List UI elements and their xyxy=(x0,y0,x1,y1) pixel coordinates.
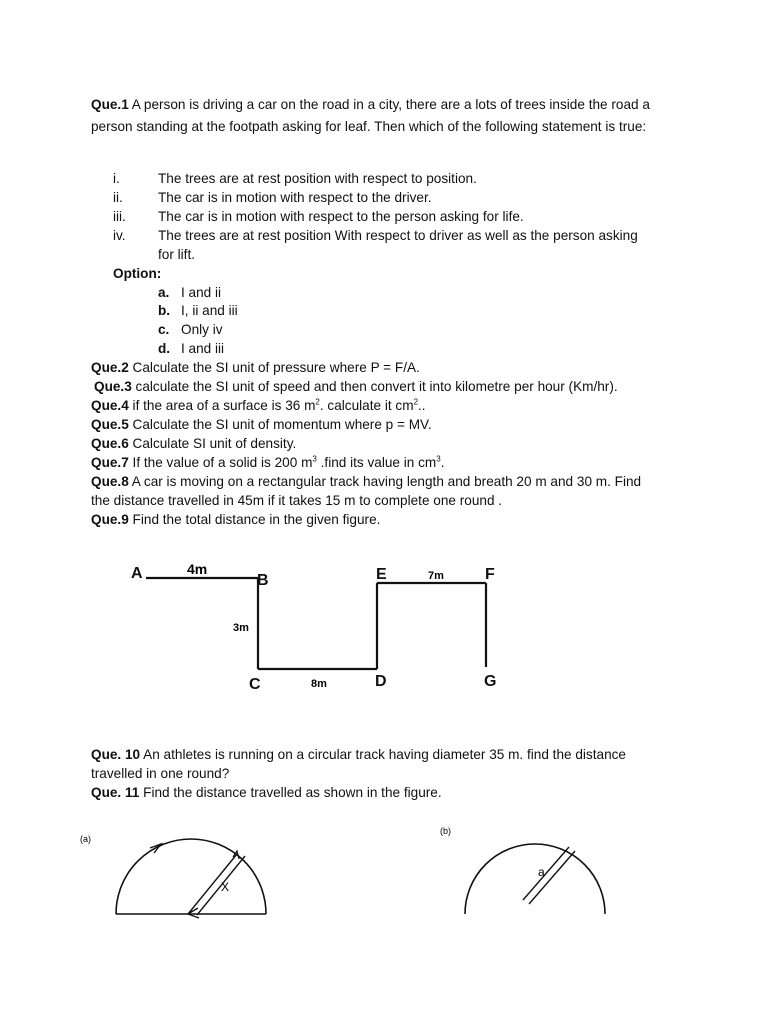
option-text: I and iii xyxy=(181,341,225,356)
question-3 xyxy=(94,377,618,396)
point-label-c: C xyxy=(249,676,261,693)
question-9 xyxy=(91,510,380,529)
length-label-ab: 4m xyxy=(187,561,208,577)
point-label-b: B xyxy=(257,572,269,589)
question-label: Que.9 xyxy=(91,512,129,527)
statement-number: i. xyxy=(113,171,120,186)
figure-caption: (a) xyxy=(80,834,91,844)
question-text: if the area of a surface is 36 m xyxy=(128,398,316,413)
length-label-cd: 8m xyxy=(311,678,327,690)
question-text: .. xyxy=(418,398,426,413)
statement-text: for lift. xyxy=(158,247,196,262)
segment-label-a: a xyxy=(538,865,545,879)
statement-number: iii. xyxy=(113,209,126,224)
chord-line xyxy=(529,851,575,904)
question-text: Calculate the SI unit of pressure where P = F/A. xyxy=(128,360,420,375)
question-7 xyxy=(91,453,444,472)
question-text: Calculate the SI unit of momentum where p = MV. xyxy=(128,417,432,432)
option-text: I, ii and iii xyxy=(181,303,238,318)
question-10 xyxy=(91,745,626,764)
path-figure xyxy=(0,540,768,710)
point-label-a: A xyxy=(131,565,143,582)
question-text: If the value of a solid is 200 m xyxy=(128,455,313,470)
question-text: A person is driving a car on the road in a city, there are a lots of trees inside the road a person standing at the footpath asking for leaf. Then which of the following statement is true: xyxy=(91,97,650,134)
question-text: An athletes is running on a circular track having diameter 35 m. find the distance xyxy=(140,747,626,762)
statement-text: The trees are at rest position With respect to driver as well as the person asking xyxy=(158,228,638,243)
question-text: . xyxy=(440,455,445,470)
statement-number: iv. xyxy=(113,228,126,243)
semicircle-arc xyxy=(116,839,266,914)
point-label-g: G xyxy=(484,673,497,690)
chord-line xyxy=(523,847,569,900)
arrow-icon xyxy=(188,908,199,918)
point-label-f: F xyxy=(485,566,495,583)
question-label: Que. 10 xyxy=(91,747,141,762)
option-text: Only iv xyxy=(181,322,223,337)
question-label: Que.2 xyxy=(91,360,129,375)
question-text: Calculate SI unit of density. xyxy=(128,436,297,451)
option-heading: Option: xyxy=(113,266,162,281)
question-label: Que.8 xyxy=(91,474,129,489)
superscript: 3 xyxy=(312,454,317,464)
option-letter: c. xyxy=(158,322,170,337)
question-label: Que.5 xyxy=(91,417,129,432)
semicircle-arc xyxy=(465,844,605,914)
question-8 xyxy=(91,472,641,491)
point-label-e: E xyxy=(376,566,387,583)
semicircle-figure-b xyxy=(430,820,610,930)
statement-text: The car is in motion with respect to the person asking for life. xyxy=(158,209,524,224)
semicircle-figure-a xyxy=(70,825,290,925)
question-label: Que.1 xyxy=(91,97,129,112)
length-label-bc: 3m xyxy=(233,622,249,634)
statement-text: The car is in motion with respect to the driver. xyxy=(158,190,432,205)
question-11 xyxy=(91,783,442,802)
question-text: A car is moving on a rectangular track having length and breath 20 m and 30 m. Find xyxy=(128,474,642,489)
question-text: Find the total distance in the given figure. xyxy=(128,512,381,527)
question-1 xyxy=(91,94,681,138)
superscript: 2 xyxy=(413,397,419,407)
question-2 xyxy=(91,358,420,377)
question-text: Find the distance travelled as shown in the figure. xyxy=(139,785,442,800)
question-text: . calculate it cm xyxy=(319,398,414,413)
option-letter: a. xyxy=(158,285,170,300)
question-6 xyxy=(91,434,296,453)
question-text: calculate the SI unit of speed and then convert it into kilometre per hour (Km/hr). xyxy=(131,379,618,394)
chord-line xyxy=(188,854,237,914)
superscript: 2 xyxy=(315,397,320,407)
segment-label-x: X xyxy=(221,880,230,894)
statement-text: The trees are at rest position with respect to position. xyxy=(158,171,477,186)
question-text: .find its value in cm xyxy=(316,455,437,470)
option-letter: b. xyxy=(158,303,171,318)
question-label: Que. 11 xyxy=(91,785,140,800)
question-label: Que.7 xyxy=(91,455,129,470)
option-letter: d. xyxy=(158,341,171,356)
question-label: Que.4 xyxy=(91,398,129,413)
question-5 xyxy=(91,415,432,434)
superscript: 3 xyxy=(436,454,441,464)
question-10-continued: travelled in one round? xyxy=(91,766,230,781)
length-label-ef: 7m xyxy=(428,570,444,582)
point-label-d: D xyxy=(375,673,387,690)
question-4 xyxy=(91,396,426,415)
option-text: I and ii xyxy=(181,285,222,300)
question-label: Que.3 xyxy=(94,379,132,394)
question-label: Que.6 xyxy=(91,436,129,451)
figure-caption: (b) xyxy=(440,826,451,836)
question-8-continued: the distance travelled in 45m if it takes 15 m to complete one round . xyxy=(91,493,503,508)
statement-number: ii. xyxy=(113,190,123,205)
